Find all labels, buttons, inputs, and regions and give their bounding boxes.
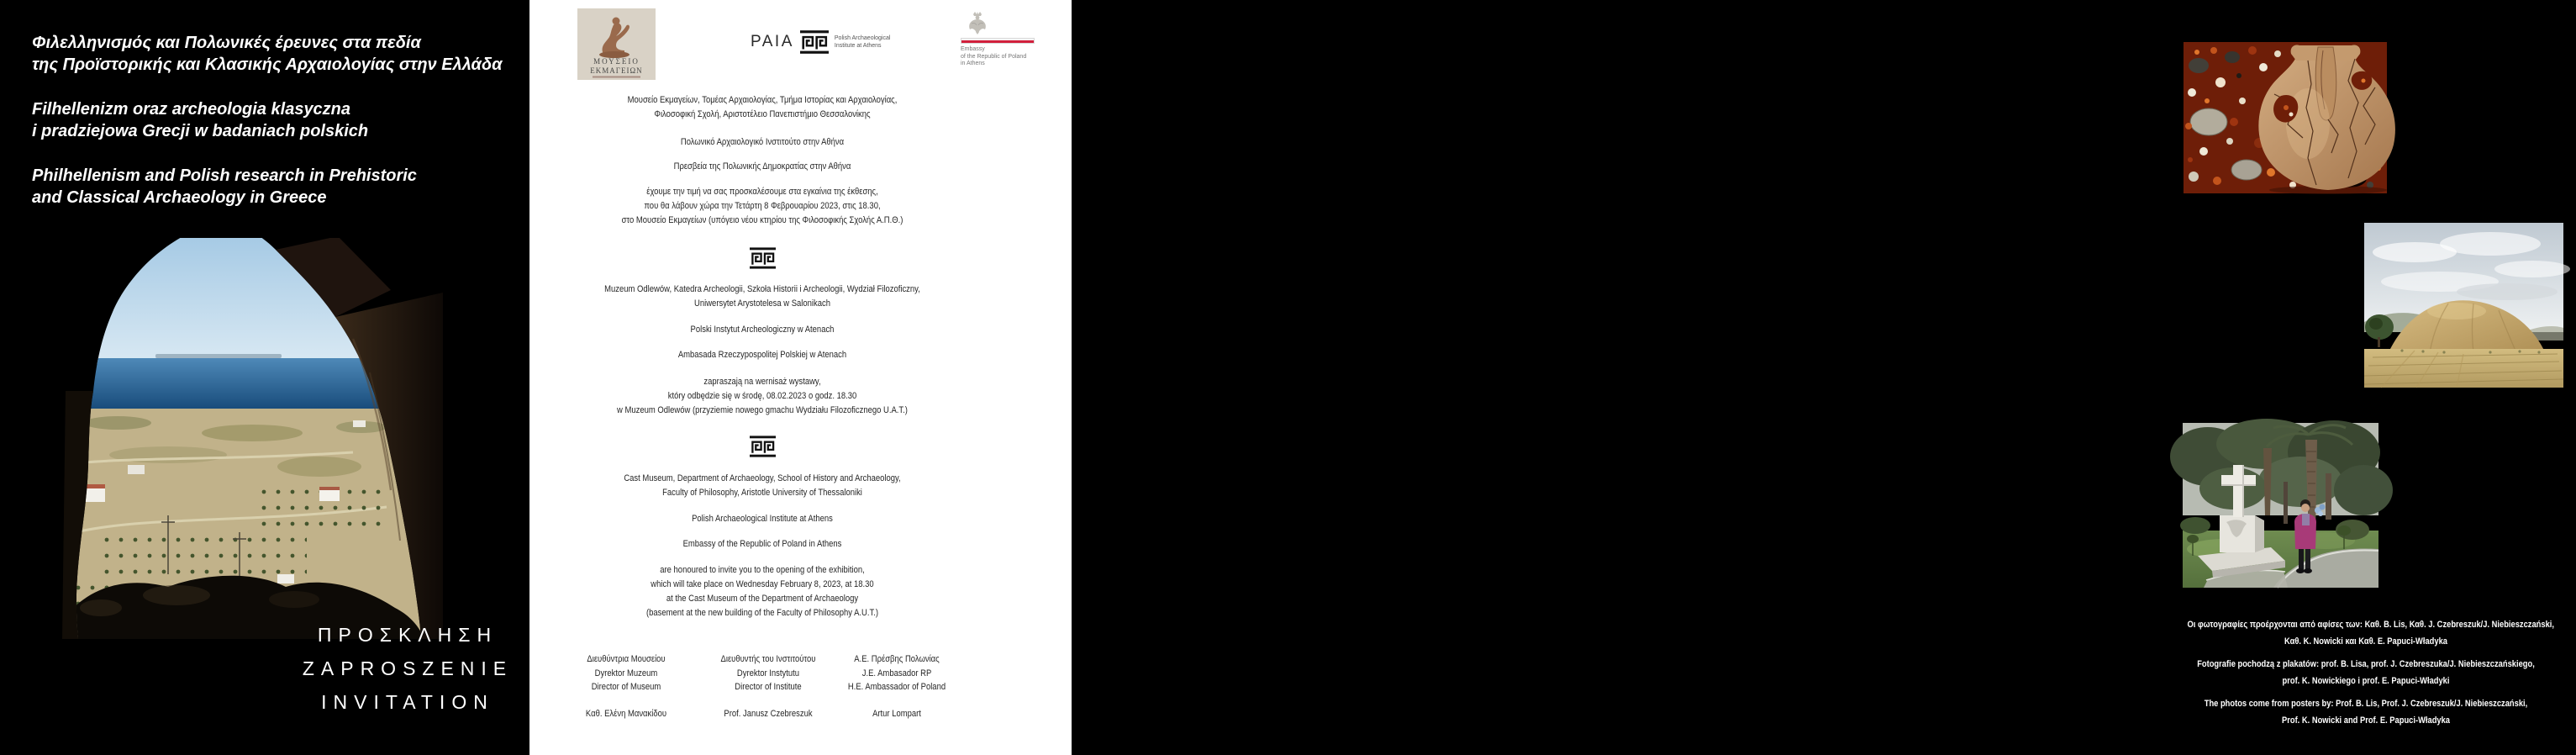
text-line: Α.Ε. Πρέσβης Πολωνίας — [854, 654, 940, 664]
title-line: Φιλελληνισμός και Πολωνικές έρευνες στα πεδία — [32, 34, 421, 52]
title-line: and Classical Archaeology in Greece — [32, 187, 327, 207]
text-line: Director of Museum — [591, 682, 661, 692]
greek-meander-icon — [800, 30, 829, 54]
signature-name: Prof. Janusz Czebreszuk — [724, 708, 813, 719]
english-organiser-3 — [552, 537, 972, 552]
panel-left — [0, 0, 529, 755]
cave-photo — [0, 213, 443, 639]
text-line: Φιλοσοφική Σχολή, Αριστοτέλειο Πανεπιστήμιο Θεσσαλονίκης — [654, 109, 871, 119]
museum-logo — [577, 8, 656, 84]
museum-logo-line2: ΕΚΜΑΓΕΙΩΝ — [590, 66, 643, 75]
text-line: Cast Museum, Department of Archaeology, School of History and Archaeology, — [624, 473, 901, 483]
signature-name: Artur Lompart — [872, 708, 921, 719]
title-line: i pradziejowa Grecji w badaniach polskich — [32, 121, 369, 140]
invitation-word-polish: ZAPROSZENIE — [302, 657, 514, 679]
english-organiser-2 — [552, 512, 972, 526]
text-line: Πολωνικό Αρχαιολογικό Ινστιτούτο στην Αθήνα — [680, 137, 845, 147]
monument-photo — [2183, 423, 2378, 588]
text-line: στο Μουσείο Εκμαγείων (υπόγειο νέου κτηρίου της Φιλοσοφικής Σχολής Α.Π.Θ.) — [621, 215, 903, 225]
greek-meander-icon — [750, 247, 776, 269]
tumulus-photo — [2364, 223, 2563, 388]
text-line: Πρεσβεία της Πολωνικής Δημοκρατίας στην Αθήνα — [673, 161, 851, 172]
text-line: Dyrektor Instytutu — [736, 668, 800, 678]
invitation-word-english: INVITATION — [321, 691, 494, 713]
greek-invitation-text — [552, 185, 972, 228]
embassy-logo — [961, 11, 1038, 68]
museum-logo-line1: ΜΟΥΣΕΙΟ — [593, 57, 640, 66]
text-line: zapraszają na wernisaż wystawy, — [703, 377, 821, 387]
paia-name-line: Institute at Athens — [834, 43, 882, 49]
text-line: w Muzeum Odlewów (przyziemie nowego gmachu Wydziału Filozoficznego U.A.T.) — [617, 405, 908, 415]
greek-organiser-2 — [552, 135, 972, 150]
greek-organisers — [552, 93, 972, 122]
text-line: Prof. K. Nowicki and Prof. E. Papuci-Władyka — [2281, 715, 2451, 726]
polish-flag-bar — [961, 38, 1035, 44]
paia-name-line: Polish Archaeological — [834, 35, 891, 41]
polish-invitation-text — [552, 375, 972, 418]
title-greek — [32, 33, 503, 76]
text-line: έχουμε την τιμή να σας προσκαλέσουμε στα εγκαίνια της έκθεσης, — [646, 187, 878, 197]
seated-statue-icon — [577, 8, 656, 80]
text-line: prof. K. Nowickiego i prof. E. Papuci-Władyki — [2282, 675, 2450, 686]
title-line: Philhellenism and Polish research in Prehistoric — [32, 166, 417, 185]
greek-organiser-3 — [552, 160, 972, 174]
embassy-name — [961, 46, 1038, 68]
text-line: Director of Institute — [735, 682, 802, 692]
signature-name: Καθ. Ελένη Μανακίδου — [585, 708, 667, 719]
paia-logo — [751, 30, 890, 54]
text-line: που θα λάβουν χώρα την Τετάρτη 8 Φεβρουαρίου 2023, στις 18.30, — [644, 201, 881, 211]
title-english — [32, 166, 503, 209]
english-organisers — [552, 472, 972, 500]
text-line: Ambasada Rzeczypospolitej Polskiej w Atenach — [677, 350, 847, 360]
text-line: Polski Instytut Archeologiczny w Atenach — [690, 325, 835, 335]
credits-english — [2156, 696, 2576, 729]
english-invitation-text — [552, 563, 972, 620]
text-line: Διευθυντής του Ινστιτούτου — [720, 654, 816, 664]
text-line: at the Cast Museum of the Department of Archaeology — [666, 594, 859, 604]
title-line: της Προϊστορικής και Κλασικής Αρχαιολογίας στην Ελλάδα — [32, 55, 503, 74]
greek-meander-icon — [750, 436, 776, 457]
invitation-words — [292, 618, 516, 719]
text-line: Embassy of the Republic of Poland in Athens — [682, 539, 842, 549]
text-line: J.E. Ambasador RP — [861, 668, 932, 678]
credits-polish — [2156, 657, 2576, 689]
text-line: (basement at the new building of the Faculty of Philosophy A.U.T.) — [645, 608, 879, 618]
embassy-name-line: in Athens — [961, 61, 985, 66]
text-line: Καθ. K. Nowicki και Καθ. E. Papuci-Władyka — [2284, 636, 2447, 647]
title-polish — [32, 99, 503, 142]
text-line: Διευθύντρια Μουσείου — [587, 654, 666, 664]
text-line: Muzeum Odlewów, Katedra Archeologii, Szkoła Historii i Archeologii, Wydział Filozoficzny, — [604, 284, 920, 294]
photo-credits — [2156, 617, 2576, 736]
text-line: Fotografie pochodzą z plakatów: prof. B. Lisa, prof. J. Czebreszuka/J. Niebieszczańskiego, — [2197, 659, 2535, 669]
embassy-name-line: Embassy — [961, 46, 985, 52]
text-line: Μουσείο Εκμαγείων, Τομέας Αρχαιολογίας, Τμήμα Ιστορίας και Αρχαιολογίας, — [627, 95, 898, 105]
vessel-photo — [2184, 42, 2410, 193]
polish-organiser-3 — [552, 348, 972, 362]
panel-center — [529, 0, 1072, 755]
paia-acronym: PAIA — [751, 33, 794, 50]
text-line: Uniwersytet Arystotelesa w Salonikach — [694, 298, 830, 309]
polish-organiser-2 — [552, 323, 972, 337]
section-divider — [552, 436, 972, 462]
text-line: Faculty of Philosophy, Aristotle University of Thessaloniki — [662, 488, 862, 498]
text-line: which will take place on Wednesday February 8, 2023, at 18.30 — [651, 579, 874, 589]
embassy-name-line: of the Republic of Poland — [961, 53, 1027, 60]
text-line: H.E. Ambassador of Poland — [847, 682, 946, 692]
panel-right — [1072, 0, 2554, 755]
polish-eagle-icon — [967, 11, 988, 34]
text-line: are honoured to invite you to the opening of the exhibition, — [660, 565, 865, 575]
section-divider — [552, 247, 972, 273]
text-line: The photos come from posters by: Prof. B. Lis, Prof. J. Czebreszuk/J. Niebieszczański, — [2204, 699, 2528, 709]
text-line: Dyrektor Muzeum — [594, 668, 658, 678]
paia-name — [835, 34, 891, 50]
title-line: Filhellenizm oraz archeologia klasyczna — [32, 100, 351, 119]
text-line: który odbędzie się w środę, 08.02.2023 o godz. 18.30 — [667, 391, 857, 401]
title-block — [32, 33, 503, 232]
invitation-word-greek: ΠΡΟΣΚΛΗΣΗ — [317, 624, 498, 646]
signature-ambassador — [813, 652, 981, 721]
polish-organisers — [552, 282, 972, 311]
text-line: Οι φωτογραφίες προέρχονται από αφίσες των: Καθ. B. Lis, Καθ. J. Czebreszuk/J. Niebieszczański, — [2187, 620, 2554, 630]
text-line: Polish Archaeological Institute at Athens — [692, 514, 833, 524]
credits-greek — [2156, 617, 2576, 650]
